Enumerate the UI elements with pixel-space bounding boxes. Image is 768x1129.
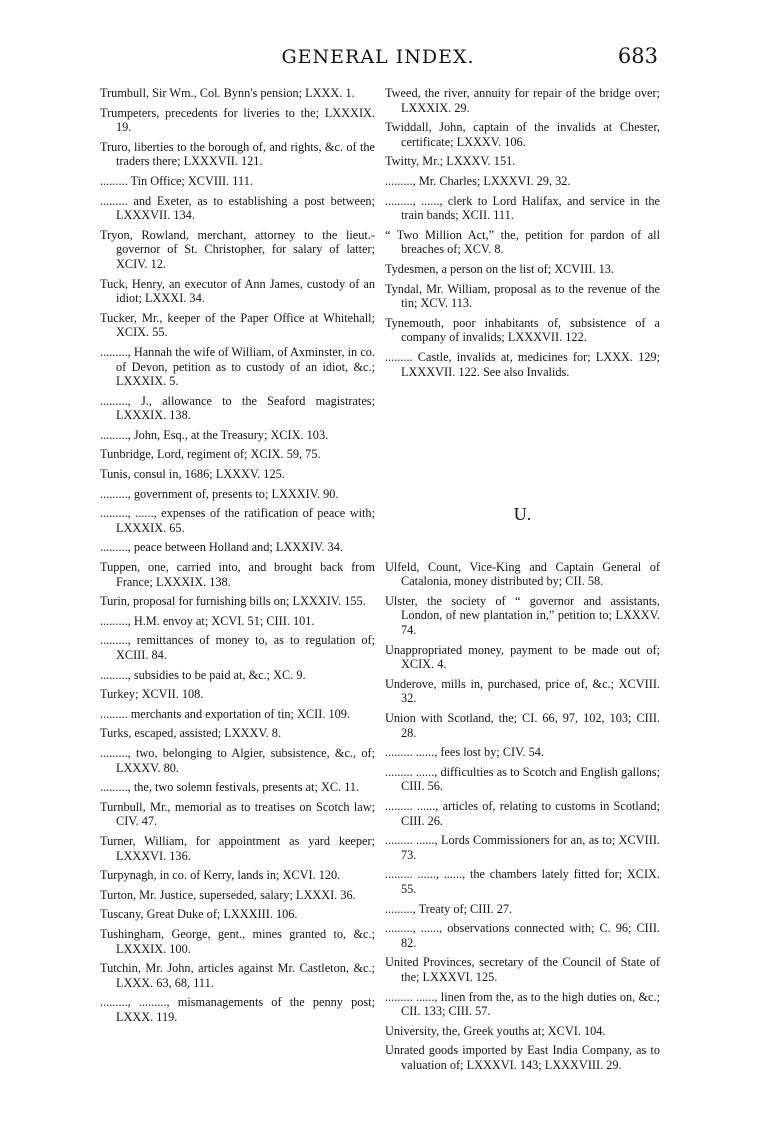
index-entry: Tunis, consul in, 1686; LXXXV. 125. — [100, 467, 285, 482]
index-entry: Turin, proposal for furnishing bills on; LXXXIV. 155. — [100, 594, 366, 609]
index-entry: ........., two, belonging to Algier, subsistence, &c., of; LXXXV. 80. — [100, 745, 375, 775]
index-entry: Turton, Mr. Justice, superseded, salary; LXXXI. 36. — [100, 887, 356, 902]
index-entry: Tynemouth, poor inhabitants of, subsistence of a company of invalids; LXXXVII. 122. — [385, 315, 660, 345]
index-entry: ......... ......, articles of, relating to customs in Scotland; CIII. 26. — [385, 799, 660, 828]
index-entry: Tucker, Mr., keeper of the Paper Office at Whitehall; XCIX. 55. — [100, 310, 375, 340]
index-entry: ......... and Exeter, as to establishing a post between; LXXXVII. 134. — [100, 193, 375, 223]
index-entry: ........., remittances of money to, as to regulation of; XCIII. 84. — [100, 633, 375, 662]
index-entry: Underove, mills in, purchased, price of, &c.; XCVIII. 32. — [385, 676, 660, 706]
index-entry: ........., government of, presents to; LXXXIV. 90. — [100, 486, 339, 501]
page-header — [98, 44, 658, 72]
index-entry: Tuppen, one, carried into, and brought back from France; LXXXIX. 138. — [100, 560, 375, 589]
index-entry: Tunbridge, Lord, regiment of; XCIX. 59, 75. — [100, 447, 321, 462]
index-entry: ........., ......, clerk to Lord Halifax, and service in the train bands; XCII. 111. — [385, 193, 660, 223]
index-entry: Truro, liberties to the borough of, and rights, &c. of the traders there; LXXXVII. 121. — [100, 139, 375, 169]
index-entry: Twiddall, John, captain of the invalids at Chester, certificate; LXXXV. 106. — [385, 120, 660, 149]
section-letter-u: U. — [513, 504, 532, 525]
index-entry: ......... Castle, invalids at, medicines for; LXXX. 129; LXXXVII. 122. See also Invalids. — [385, 349, 660, 379]
index-entry: Tweed, the river, annuity for repair of the bridge over; LXXXIX. 29. — [385, 86, 660, 115]
index-entry: Twitty, Mr.; LXXXV. 151. — [385, 154, 516, 169]
index-entry: ......... ......, linen from the, as to the high duties on, &c.; CII. 133; CIII. 57. — [385, 989, 660, 1019]
index-entry: Tyndal, Mr. William, proposal as to the revenue of the tin; XCV. 113. — [385, 281, 660, 311]
index-entry: Turner, William, for appointment as yard keeper; LXXXVI. 136. — [100, 833, 375, 863]
index-entry: Turkey; XCVII. 108. — [100, 687, 204, 702]
index-entry: Unrated goods imported by East India Company, as to valuation of; LXXXVI. 143; LXXXVIII. 29. — [385, 1043, 660, 1072]
index-entry: ........., Hannah the wife of William, of Axminster, in co. of Devon, petition as to custody of an idiot, &c.; LXXXIX. 5. — [100, 344, 375, 389]
index-entry: Trumbull, Sir Wm., Col. Bynn's pension; LXXX. 1. — [100, 86, 355, 100]
index-entry: University, the, Greek youths at; XCVI. 104. — [385, 1023, 606, 1038]
index-entry: ......... ......, Lords Commissioners for an, as to; XCVIII. 73. — [385, 833, 660, 862]
index-entry: ......... Tin Office; XCVIII. 111. — [100, 173, 253, 188]
index-entry: Ulster, the society of “ governor and assistants, London, of new plantation in,” petition to; LXXXV. 74. — [385, 593, 660, 638]
index-entry: Tydesmen, a person on the list of; XCVIII. 13. — [385, 261, 614, 276]
index-entry: ........., Treaty of; CIII. 27. — [385, 901, 513, 916]
right-column — [385, 86, 660, 1078]
index-entry: ........., J., allowance to the Seaford magistrates; LXXXIX. 138. — [100, 393, 375, 423]
index-entry: ........., peace between Holland and; LXXXIV. 34. — [100, 540, 343, 555]
u-entries — [385, 560, 660, 1073]
index-entry: ........., John, Esq., at the Treasury; XCIX. 103. — [100, 427, 329, 442]
index-entry: ........., ......, expenses of the ratification of peace with; LXXXIX. 65. — [100, 506, 375, 535]
index-entry: Trumpeters, precedents for liveries to the; LXXXIX. 19. — [100, 105, 375, 135]
index-entry: Turpynagh, in co. of Kerry, lands in; XCVI. 120. — [100, 868, 341, 883]
index-entry: Tuscany, Great Duke of; LXXXIII. 106. — [100, 907, 298, 922]
index-entry: United Provinces, secretary of the Council of State of the; LXXXVI. 125. — [385, 955, 660, 984]
index-entry: “ Two Million Act,” the, petition for pardon of all breaches of; XCV. 8. — [385, 227, 660, 257]
page-number: 683 — [617, 44, 658, 68]
index-entry: Tryon, Rowland, merchant, attorney to the lieut.-governor of St. Christopher, for salary of latter; XCIV. 12. — [100, 227, 375, 271]
index-entry: Unappropriated money, payment to be made out of; XCIX. 4. — [385, 642, 660, 672]
index-entry: Tushingham, George, gent., mines granted to, &c.; LXXXIX. 100. — [100, 926, 375, 956]
index-entry: ......... merchants and exportation of tin; XCII. 109. — [100, 706, 350, 721]
index-entry: ........., ......, observations connected with; C. 96; CIII. 82. — [385, 921, 660, 950]
index-entry: ........., H.M. envoy at; XCVI. 51; CIII. 101. — [100, 613, 315, 628]
index-entry: ......... ......, ......, the chambers lately fitted for; XCIX. 55. — [385, 867, 660, 896]
index-entry: ......... ......, difficulties as to Scotch and English gallons; CIII. 56. — [385, 764, 660, 794]
index-entry: Tutchin, Mr. John, articles against Mr. Castleton, &c.; LXXX. 63, 68, 111. — [100, 961, 375, 990]
index-entry: Tuck, Henry, an executor of Ann James, custody of an idiot; LXXXI. 34. — [100, 276, 375, 306]
index-entry: ......... ......, fees lost by; CIV. 54. — [385, 745, 544, 760]
index-entry: ........., Mr. Charles; LXXXVI. 29, 32. — [385, 173, 571, 188]
index-entry: ........., ........., mismanagements of the penny post; LXXX. 119. — [100, 995, 375, 1024]
index-entry: ........., subsidies to be paid at, &c.; XC. 9. — [100, 667, 306, 682]
running-title: GENERAL INDEX. — [281, 46, 475, 68]
index-entry: Union with Scotland, the; CI. 66, 97, 102, 103; CIII. 28. — [385, 711, 660, 740]
index-entry: ........., the, two solemn festivals, presents at; XC. 11. — [100, 780, 360, 795]
left-column — [100, 86, 375, 1029]
index-entry: Ulfeld, Count, Vice-King and Captain General of Catalonia, money distributed by; CII. 58. — [385, 559, 660, 589]
index-entry: Turks, escaped, assisted; LXXXV. 8. — [100, 726, 282, 741]
index-entry: Turnbull, Mr., memorial as to treatises on Scotch law; CIV. 47. — [100, 799, 375, 829]
t-entries — [385, 86, 660, 379]
